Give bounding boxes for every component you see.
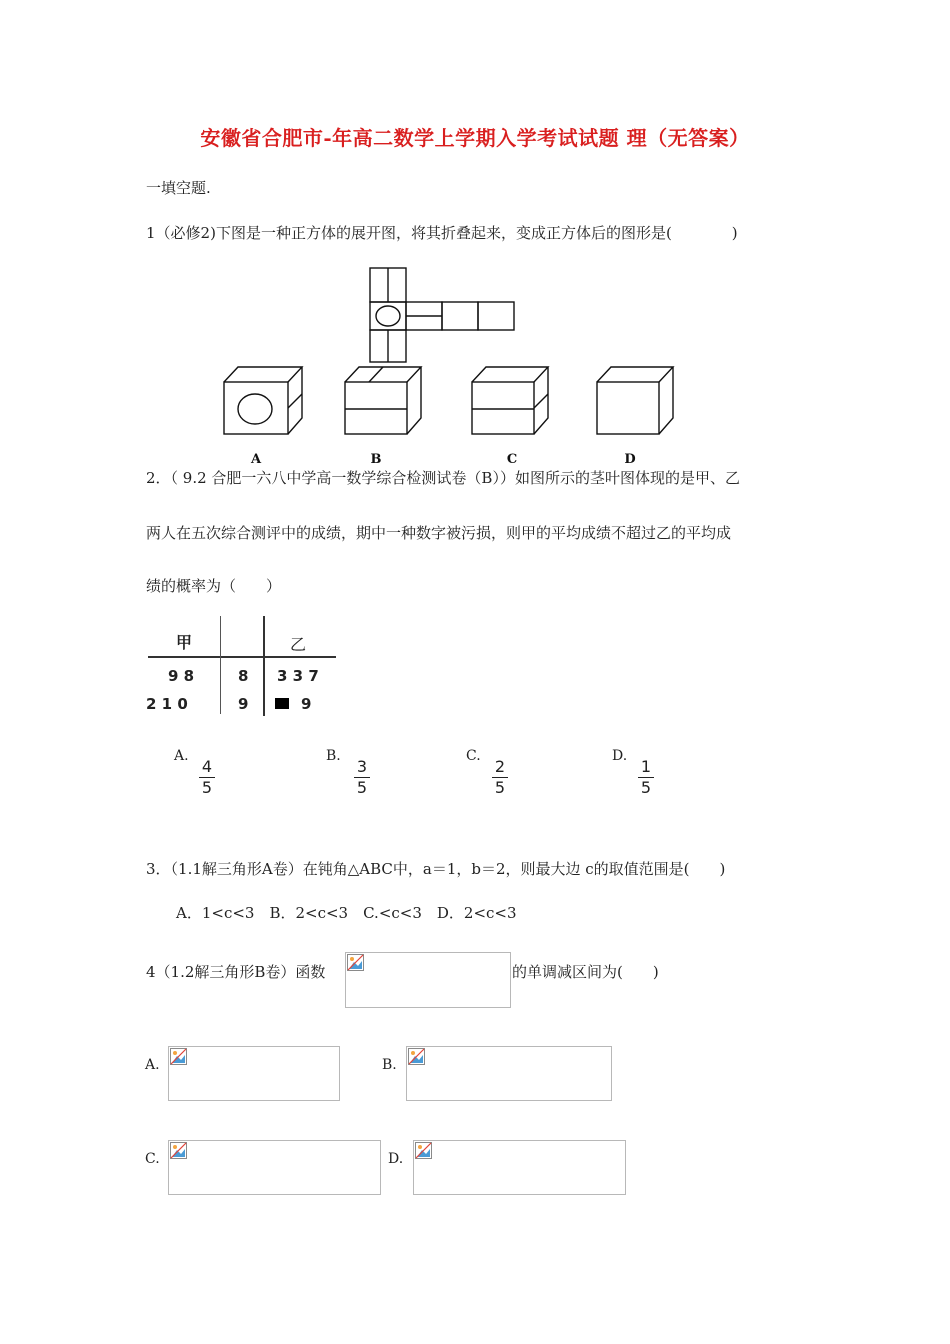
q2-option-a-fraction: 4 5 — [197, 758, 217, 797]
row1-right-leaves: 3 3 7 — [277, 667, 319, 685]
q4-option-c-label: C. — [145, 1151, 160, 1167]
row1-left-leaves: 9 8 — [168, 667, 195, 685]
q2-option-a-label: A. — [174, 748, 189, 764]
q4-option-b-label: B. — [382, 1057, 397, 1073]
q2-option-b-fraction: 3 5 — [352, 758, 372, 797]
choice-label-a: A — [250, 452, 262, 467]
q2-option-d-fraction: 1 5 — [636, 758, 656, 797]
broken-image-icon — [170, 1048, 187, 1065]
question-2-line-2: 两人在五次综合测评中的成绩，期中一种数字被污损，则甲的平均成绩不超过乙的平均成 — [146, 524, 732, 542]
q4-option-c-image — [168, 1140, 381, 1195]
choice-label-b: B — [370, 452, 382, 467]
smudged-digit — [275, 698, 289, 709]
choice-label-c: C — [506, 452, 518, 467]
q2-option-b-label: B. — [326, 748, 341, 764]
question-4-text: 4（1.2解三角形B卷）函数 — [146, 963, 326, 981]
broken-image-icon — [170, 1142, 187, 1159]
section-heading: 一填空题. — [146, 179, 211, 197]
broken-image-icon — [408, 1048, 425, 1065]
broken-image-icon — [415, 1142, 432, 1159]
header-jia: 甲 — [176, 633, 193, 652]
q4-option-d-label: D. — [388, 1151, 404, 1167]
question-4-text-after: 的单调减区间为( ) — [512, 963, 659, 981]
cube-net-figure — [0, 0, 950, 480]
function-formula-image — [345, 952, 511, 1008]
row2-stem: 9 — [238, 695, 249, 713]
row2-right-leaves: 9 — [301, 695, 312, 713]
row1-stem: 8 — [238, 667, 249, 685]
q4-option-d-image — [413, 1140, 626, 1195]
question-3-text: 3．（1.1解三角形A卷）在钝角△ABC中，a＝1，b＝2，则最大边 c的取值范围是( ) — [146, 860, 726, 878]
choice-label-d: D — [624, 452, 636, 467]
page-title: 安徽省合肥市-年高二数学上学期入学考试试题 理（无答案） — [200, 126, 750, 150]
q4-option-b-image — [406, 1046, 612, 1101]
question-3-options: A．1<c<3 B．2<c<3 C.<c<3 D．2<c<3 — [176, 904, 517, 922]
question-2-line-1: 2．（ 9.2 合肥一六八中学高一数学综合检测试卷（B））如图所示的茎叶图体现的是甲、乙 — [146, 469, 740, 487]
q2-option-d-label: D. — [612, 748, 628, 764]
broken-image-icon — [347, 954, 364, 971]
q4-option-a-label: A. — [145, 1057, 160, 1073]
q2-option-c-fraction: 2 5 — [490, 758, 510, 797]
question-1-text: 1（必修2)下图是一种正方体的展开图，将其折叠起来，变成正方体后的图形是( ) — [146, 224, 738, 242]
header-yi: 乙 — [290, 635, 307, 654]
q4-option-a-image — [168, 1046, 340, 1101]
question-2-line-3: 绩的概率为（ ） — [146, 577, 282, 595]
row2-left-leaves: 2 1 0 — [146, 695, 188, 713]
q2-option-c-label: C. — [466, 748, 481, 764]
